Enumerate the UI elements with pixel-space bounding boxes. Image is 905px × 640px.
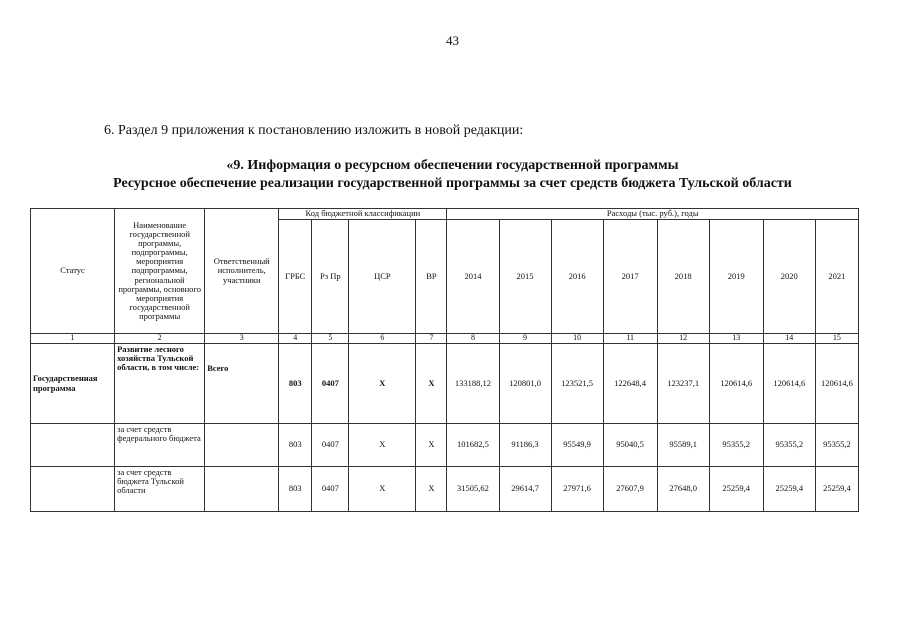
header-status: Статус <box>31 209 115 334</box>
row-name: Развитие лесного хозяйства Тульской области, в том числе: <box>115 344 205 424</box>
row-status: Государственная программа <box>31 344 115 424</box>
row-value: 25259,4 <box>763 467 815 512</box>
row-status <box>31 467 115 512</box>
row-status <box>31 424 115 467</box>
header-expenses-group: Расходы (тыс. руб.), годы <box>447 209 859 220</box>
header-kbk-group: Код бюджетной классификации <box>279 209 447 220</box>
column-number: 10 <box>551 334 603 344</box>
row-value: 27607,9 <box>603 467 657 512</box>
row-value: 123521,5 <box>551 344 603 424</box>
column-number: 1 <box>31 334 115 344</box>
row-value: 29614,7 <box>499 467 551 512</box>
header-year: 2017 <box>603 220 657 334</box>
intro-paragraph: 6. Раздел 9 приложения к постановлению изложить в новой редакции: <box>104 123 524 138</box>
row-rzpr: 0407 <box>312 344 349 424</box>
row-csr: Х <box>349 424 416 467</box>
row-vr: Х <box>416 424 447 467</box>
header-year: 2015 <box>499 220 551 334</box>
row-csr: Х <box>349 344 416 424</box>
column-number: 15 <box>815 334 858 344</box>
table-row <box>31 467 859 512</box>
row-vr: Х <box>416 344 447 424</box>
header-responsible: Ответственный исполнитель, участники <box>205 209 279 334</box>
row-value: 120614,6 <box>815 344 858 424</box>
table-row <box>31 424 859 467</box>
row-value: 123237,1 <box>657 344 709 424</box>
header-year: 2021 <box>815 220 858 334</box>
column-number: 12 <box>657 334 709 344</box>
row-grbs: 803 <box>279 424 312 467</box>
header-year: 2018 <box>657 220 709 334</box>
row-value: 95355,2 <box>763 424 815 467</box>
column-number: 8 <box>447 334 499 344</box>
column-number: 7 <box>416 334 447 344</box>
row-grbs: 803 <box>279 344 312 424</box>
column-number: 13 <box>709 334 763 344</box>
row-value: 95549,9 <box>551 424 603 467</box>
row-value: 95355,2 <box>815 424 858 467</box>
column-number: 4 <box>279 334 312 344</box>
row-value: 122648,4 <box>603 344 657 424</box>
row-value: 120614,6 <box>709 344 763 424</box>
page-number: 43 <box>446 33 459 48</box>
row-value: 101682,5 <box>447 424 499 467</box>
table-row <box>31 344 859 424</box>
resource-table <box>30 208 859 512</box>
column-number: 3 <box>205 334 279 344</box>
header-name: Наименование государственной программы, подпрограммы, мероприятия подпрограммы, региональной программы, основного мероприятия государственной программы <box>115 209 205 334</box>
row-name: за счет средств федерального бюджета <box>115 424 205 467</box>
column-number: 5 <box>312 334 349 344</box>
row-value: 31505,62 <box>447 467 499 512</box>
row-value: 95040,5 <box>603 424 657 467</box>
row-csr: Х <box>349 467 416 512</box>
row-value: 27648,0 <box>657 467 709 512</box>
header-year: 2016 <box>551 220 603 334</box>
row-vr: Х <box>416 467 447 512</box>
header-rzpr: Рз Пр <box>312 220 349 334</box>
row-rzpr: 0407 <box>312 424 349 467</box>
header-csr: ЦСР <box>349 220 416 334</box>
row-value: 27971,6 <box>551 467 603 512</box>
column-number: 2 <box>115 334 205 344</box>
column-number: 6 <box>349 334 416 344</box>
row-value: 95355,2 <box>709 424 763 467</box>
row-value: 25259,4 <box>709 467 763 512</box>
column-number-row <box>31 334 859 344</box>
row-value: 91186,3 <box>499 424 551 467</box>
column-number: 11 <box>603 334 657 344</box>
header-year: 2014 <box>447 220 499 334</box>
row-responsible <box>205 424 279 467</box>
row-rzpr: 0407 <box>312 467 349 512</box>
row-value: 120614,6 <box>763 344 815 424</box>
section-heading: «9. Информация о ресурсном обеспечении государственной программы <box>226 158 679 173</box>
row-value: 120801,0 <box>499 344 551 424</box>
column-number: 9 <box>499 334 551 344</box>
column-number: 14 <box>763 334 815 344</box>
row-value: 95589,1 <box>657 424 709 467</box>
header-year: 2019 <box>709 220 763 334</box>
row-grbs: 803 <box>279 467 312 512</box>
header-vr: ВР <box>416 220 447 334</box>
row-responsible: Всего <box>205 344 279 424</box>
row-value: 133188,12 <box>447 344 499 424</box>
header-year: 2020 <box>763 220 815 334</box>
row-name: за счет средств бюджета Тульской области <box>115 467 205 512</box>
row-value: 25259,4 <box>815 467 858 512</box>
section-subheading: Ресурсное обеспечение реализации государственной программы за счет средств бюджета Тульской области <box>113 176 792 191</box>
row-responsible <box>205 467 279 512</box>
header-grbs: ГРБС <box>279 220 312 334</box>
